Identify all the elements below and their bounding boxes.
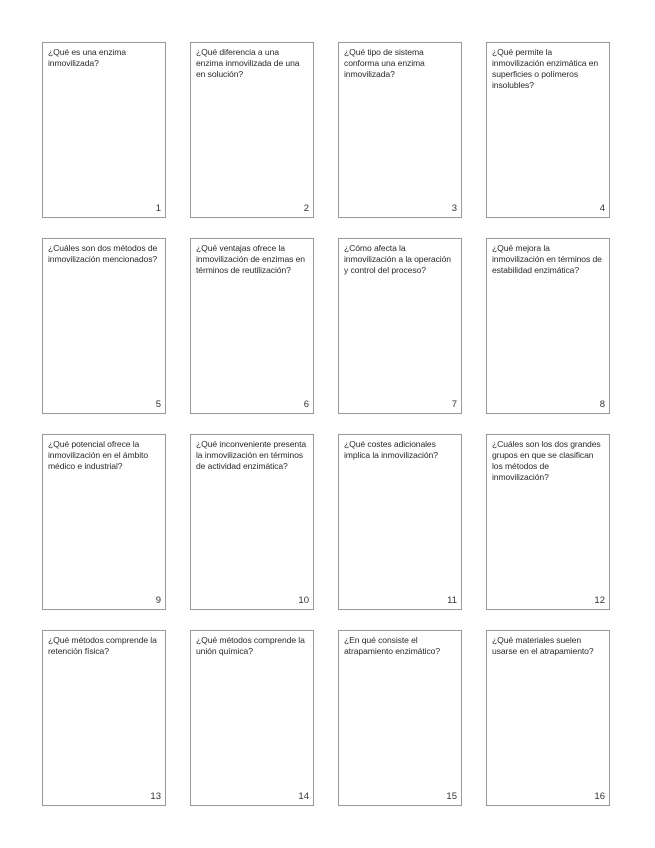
flashcard <box>42 434 166 610</box>
card-number: 2 <box>303 203 309 214</box>
flashcard <box>42 630 166 806</box>
card-number: 10 <box>298 595 309 606</box>
card-number: 5 <box>155 399 161 410</box>
card-number: 3 <box>451 203 457 214</box>
card-question: ¿Qué inconveniente presenta la inmovilización en términos de actividad enzimática? <box>196 439 307 471</box>
card-question: ¿Cuáles son dos métodos de inmovilización mencionados? <box>48 243 158 264</box>
flashcard <box>190 630 314 806</box>
flashcard <box>486 42 610 218</box>
card-number: 7 <box>451 399 457 410</box>
flashcard <box>42 42 166 218</box>
card-question: ¿En qué consiste el atrapamiento enzimático? <box>344 635 441 656</box>
flashcard <box>190 42 314 218</box>
flashcard <box>190 238 314 414</box>
card-number: 13 <box>150 791 161 802</box>
card-number: 6 <box>303 399 309 410</box>
card-number: 11 <box>447 595 457 606</box>
card-question: ¿Qué materiales suelen usarse en el atrapamiento? <box>492 635 594 656</box>
card-number: 16 <box>594 791 605 802</box>
card-number: 4 <box>599 203 605 214</box>
flashcard-grid <box>42 42 610 806</box>
flashcard <box>338 238 462 414</box>
card-number: 12 <box>594 595 605 606</box>
card-question: ¿Qué ventajas ofrece la inmovilización de enzimas en términos de reutilización? <box>196 243 305 275</box>
flashcard <box>486 238 610 414</box>
card-number: 14 <box>298 791 309 802</box>
flashcard <box>338 42 462 218</box>
card-question: ¿Qué tipo de sistema conforma una enzima inmovilizada? <box>344 47 425 79</box>
card-question: ¿Qué métodos comprende la unión química? <box>196 635 305 656</box>
flashcard <box>486 630 610 806</box>
card-question: ¿Qué es una enzima inmovilizada? <box>48 47 126 68</box>
flashcard <box>190 434 314 610</box>
card-question: ¿Qué mejora la inmovilización en términos de estabilidad enzimática? <box>492 243 602 275</box>
flashcard <box>338 434 462 610</box>
card-question: ¿Cómo afecta la inmovilización a la operación y control del proceso? <box>344 243 451 275</box>
card-number: 9 <box>155 595 161 606</box>
card-question: ¿Qué permite la inmovilización enzimática en superficies o polímeros insolubles? <box>492 47 599 90</box>
card-number: 1 <box>155 203 161 214</box>
flashcard <box>338 630 462 806</box>
flashcard <box>486 434 610 610</box>
card-question: ¿Qué potencial ofrece la inmovilización en el ámbito médico e industrial? <box>48 439 148 471</box>
card-number: 15 <box>446 791 457 802</box>
flashcard <box>42 238 166 414</box>
card-question: ¿Qué diferencia a una enzima inmovilizada de una en solución? <box>196 47 300 79</box>
card-question: ¿Qué costes adicionales implica la inmovilización? <box>344 439 438 460</box>
card-question: ¿Qué métodos comprende la retención física? <box>48 635 157 656</box>
card-question: ¿Cuáles son los dos grandes grupos en que se clasifican los métodos de inmovilización? <box>492 439 601 482</box>
card-number: 8 <box>599 399 605 410</box>
